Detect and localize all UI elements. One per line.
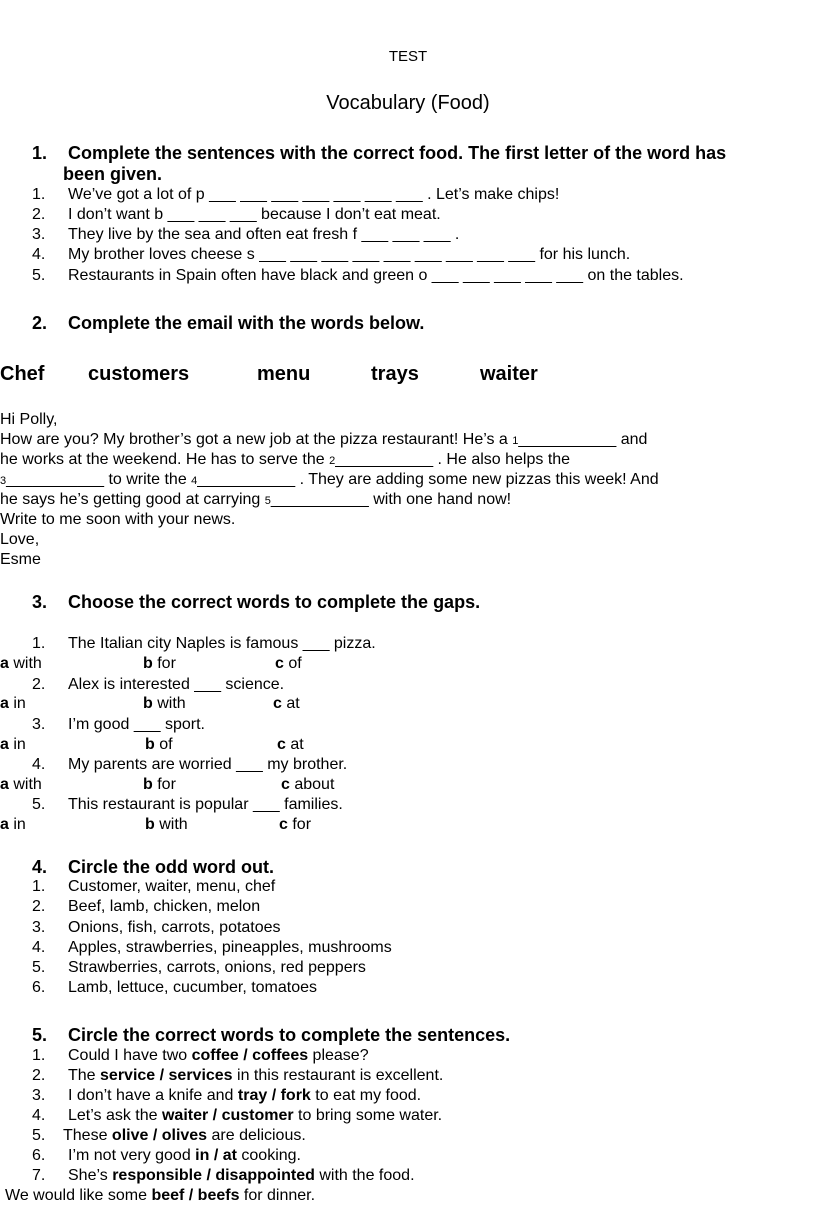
s1-item-text: We’ve got a lot of p ___ ___ ___ ___ ___ ___ ___ . Let’s make chips! bbox=[68, 186, 560, 203]
option-text: of bbox=[288, 655, 302, 672]
s5-text: I’m not very good bbox=[68, 1147, 196, 1164]
s1-item-text: I don’t want b ___ ___ ___ because I don’t eat meat. bbox=[68, 206, 441, 223]
s5-item-text bbox=[68, 1146, 301, 1166]
option-b bbox=[143, 775, 176, 795]
s5-text: Let’s ask the bbox=[68, 1107, 162, 1124]
option-letter: a bbox=[0, 776, 9, 793]
s3-item-number: 3. bbox=[32, 716, 46, 733]
option-text: with bbox=[157, 695, 186, 712]
option-c bbox=[273, 694, 300, 714]
s3-item-number: 2. bbox=[32, 676, 46, 693]
option-letter: c bbox=[273, 695, 282, 712]
option-letter: c bbox=[277, 736, 286, 753]
option-letter: b bbox=[145, 816, 155, 833]
s5-item-number: 7. bbox=[32, 1167, 46, 1184]
s5-text: I don’t have a knife and bbox=[68, 1087, 238, 1104]
s5-text: The bbox=[68, 1067, 101, 1084]
email-line-4 bbox=[0, 490, 511, 511]
s1-item-text: My brother loves cheese s ___ ___ ___ ___ ___ ___ ___ ___ ___ for his lunch. bbox=[68, 246, 631, 263]
s4-item-number: 3. bbox=[32, 919, 46, 936]
s3-item-text: I’m good ___ sport. bbox=[68, 716, 205, 733]
s5-choices: in / at bbox=[195, 1147, 237, 1164]
option-a bbox=[0, 775, 42, 795]
s5-item-text bbox=[68, 1066, 443, 1086]
option-letter: c bbox=[281, 776, 290, 793]
option-b bbox=[143, 654, 176, 674]
s5-text: for dinner. bbox=[239, 1187, 316, 1204]
email-greeting: Hi Polly, bbox=[0, 411, 58, 428]
section-5-title: Circle the correct words to complete the sentences. bbox=[68, 1025, 511, 1045]
s1-item-number: 4. bbox=[32, 246, 46, 263]
gap-number-5: 5 bbox=[264, 495, 271, 507]
option-letter: a bbox=[0, 695, 9, 712]
section-3-title: Choose the correct words to complete the gaps. bbox=[68, 592, 481, 612]
section-2-title: Complete the email with the words below. bbox=[68, 313, 425, 333]
s5-choices: waiter / customer bbox=[161, 1107, 294, 1124]
s1-item-text: They live by the sea and often eat fresh f ___ ___ ___ . bbox=[68, 226, 460, 243]
word-box-menu: menu bbox=[257, 363, 311, 385]
gap-number-1: 1 bbox=[512, 435, 519, 447]
s1-item-text: Restaurants in Spain often have black and green o ___ ___ ___ ___ ___ on the tables. bbox=[68, 267, 684, 284]
option-text: of bbox=[159, 736, 173, 753]
section-3-number: 3. bbox=[32, 592, 48, 612]
s5-text: Could I have two bbox=[68, 1047, 192, 1064]
option-b bbox=[145, 735, 173, 755]
s5-item-text bbox=[68, 1106, 442, 1126]
email-text: How are you? My brother’s got a new job at the pizza restaurant! He’s a bbox=[0, 431, 513, 448]
gap-number-3: 3 bbox=[0, 475, 7, 487]
test-label: TEST bbox=[388, 48, 428, 65]
s5-text: to eat my food. bbox=[310, 1087, 422, 1104]
section-1-title-cont: been given. bbox=[63, 164, 163, 184]
option-text: at bbox=[290, 736, 304, 753]
email-line-5: Write to me soon with your news. bbox=[0, 511, 236, 528]
option-text: with bbox=[13, 776, 42, 793]
section-1-number: 1. bbox=[32, 143, 48, 163]
option-letter: b bbox=[143, 776, 153, 793]
s5-item-text bbox=[68, 1166, 415, 1186]
s5-choices: responsible / disappointed bbox=[112, 1167, 315, 1184]
s5-choices: service / services bbox=[100, 1067, 233, 1084]
s5-text: We would like some bbox=[5, 1187, 152, 1204]
s5-item-text bbox=[68, 1046, 369, 1066]
s4-item-text: Onions, fish, carrots, potatoes bbox=[68, 919, 281, 936]
option-a bbox=[0, 735, 26, 755]
option-a bbox=[0, 654, 42, 674]
option-text: for bbox=[292, 816, 312, 833]
s5-choices: tray / fork bbox=[237, 1087, 311, 1104]
email-text: ___________ to write the bbox=[6, 471, 192, 488]
option-text: in bbox=[13, 736, 26, 753]
option-text: in bbox=[13, 695, 26, 712]
email-text: ___________ and bbox=[518, 431, 648, 448]
option-letter: a bbox=[0, 816, 9, 833]
word-box-chef: Chef bbox=[0, 363, 45, 385]
s5-item-text bbox=[68, 1086, 421, 1106]
email-text: he says he’s getting good at carrying bbox=[0, 491, 265, 508]
s1-item-number: 3. bbox=[32, 226, 46, 243]
s4-item-text: Customer, waiter, menu, chef bbox=[68, 878, 276, 895]
email-text: ___________ with one hand now! bbox=[270, 491, 512, 508]
option-letter: c bbox=[279, 816, 288, 833]
section-5-number: 5. bbox=[32, 1025, 48, 1045]
s5-item-number: 6. bbox=[32, 1147, 46, 1164]
option-b bbox=[145, 815, 188, 835]
s5-item-number: 5. bbox=[32, 1127, 46, 1144]
word-box-customers: customers bbox=[88, 363, 190, 385]
option-text: with bbox=[159, 816, 188, 833]
s5-item-number: 3. bbox=[32, 1087, 46, 1104]
s5-text: She’s bbox=[68, 1167, 113, 1184]
gap-number-2: 2 bbox=[329, 455, 336, 467]
section-4-number: 4. bbox=[32, 857, 48, 877]
s5-text: to bring some water. bbox=[293, 1107, 443, 1124]
s5-choices: beef / beefs bbox=[151, 1187, 240, 1204]
s4-item-text: Apples, strawberries, pineapples, mushrooms bbox=[68, 939, 392, 956]
option-c bbox=[275, 654, 302, 674]
s4-item-number: 6. bbox=[32, 979, 46, 996]
option-c bbox=[279, 815, 311, 835]
option-a bbox=[0, 815, 26, 835]
s4-item-number: 1. bbox=[32, 878, 46, 895]
s5-item-number: 2. bbox=[32, 1067, 46, 1084]
s3-item-text: Alex is interested ___ science. bbox=[68, 676, 285, 693]
option-b bbox=[143, 694, 186, 714]
s1-item-number: 5. bbox=[32, 267, 46, 284]
section-4-title: Circle the odd word out. bbox=[68, 857, 274, 877]
option-c bbox=[281, 775, 334, 795]
s4-item-number: 4. bbox=[32, 939, 46, 956]
s1-item-number: 2. bbox=[32, 206, 46, 223]
option-letter: a bbox=[0, 655, 9, 672]
option-a bbox=[0, 694, 26, 714]
s3-item-number: 5. bbox=[32, 796, 46, 813]
s5-text: with the food. bbox=[314, 1167, 415, 1184]
option-letter: b bbox=[143, 655, 153, 672]
s5-text: please? bbox=[308, 1047, 369, 1064]
email-text: ___________ . He also helps the bbox=[335, 451, 571, 468]
s5-text: cooking. bbox=[236, 1147, 301, 1164]
email-line-2 bbox=[0, 450, 570, 471]
option-text: at bbox=[286, 695, 300, 712]
s4-item-number: 5. bbox=[32, 959, 46, 976]
option-letter: b bbox=[143, 695, 153, 712]
word-box-waiter: waiter bbox=[480, 363, 538, 385]
s1-item-number: 1. bbox=[32, 186, 46, 203]
email-text: he works at the weekend. He has to serve the bbox=[0, 451, 330, 468]
page-title: Vocabulary (Food) bbox=[326, 92, 490, 114]
option-text: in bbox=[13, 816, 26, 833]
option-text: for bbox=[157, 776, 176, 793]
s3-item-text: My parents are worried ___ my brother. bbox=[68, 756, 348, 773]
email-signature: Esme bbox=[0, 551, 41, 568]
s4-item-text: Lamb, lettuce, cucumber, tomatoes bbox=[68, 979, 318, 996]
s5-text: in this restaurant is excellent. bbox=[232, 1067, 444, 1084]
s5-text: are delicious. bbox=[207, 1127, 306, 1144]
s3-item-text: The Italian city Naples is famous ___ pizza. bbox=[68, 635, 376, 652]
gap-number-4: 4 bbox=[191, 475, 198, 487]
s5-choices: olive / olives bbox=[111, 1127, 208, 1144]
s4-item-number: 2. bbox=[32, 898, 46, 915]
s3-item-number: 1. bbox=[32, 635, 46, 652]
option-letter: c bbox=[275, 655, 284, 672]
s5-text: These bbox=[63, 1127, 112, 1144]
option-text: with bbox=[13, 655, 42, 672]
email-line-1 bbox=[0, 430, 647, 451]
s5-item-text bbox=[63, 1126, 306, 1146]
s5-choices: coffee / coffees bbox=[191, 1047, 309, 1064]
option-c bbox=[277, 735, 304, 755]
email-signoff: Love, bbox=[0, 531, 40, 548]
s4-item-text: Beef, lamb, chicken, melon bbox=[68, 898, 261, 915]
s5-item-number: 1. bbox=[32, 1047, 46, 1064]
s5-last-line bbox=[5, 1186, 315, 1206]
option-letter: b bbox=[145, 736, 155, 753]
s3-item-text: This restaurant is popular ___ families. bbox=[68, 796, 343, 813]
option-letter: a bbox=[0, 736, 9, 753]
option-text: for bbox=[157, 655, 176, 672]
section-1-title: Complete the sentences with the correct food. The first letter of the word has bbox=[68, 143, 727, 163]
word-box-trays: trays bbox=[371, 363, 419, 385]
option-text: about bbox=[294, 776, 335, 793]
email-text: ___________ . They are adding some new pizzas this week! And bbox=[197, 471, 659, 488]
s3-item-number: 4. bbox=[32, 756, 46, 773]
email-line-3 bbox=[0, 470, 659, 491]
section-2-number: 2. bbox=[32, 313, 48, 333]
s4-item-text: Strawberries, carrots, onions, red peppers bbox=[68, 959, 366, 976]
s5-item-number: 4. bbox=[32, 1107, 46, 1124]
